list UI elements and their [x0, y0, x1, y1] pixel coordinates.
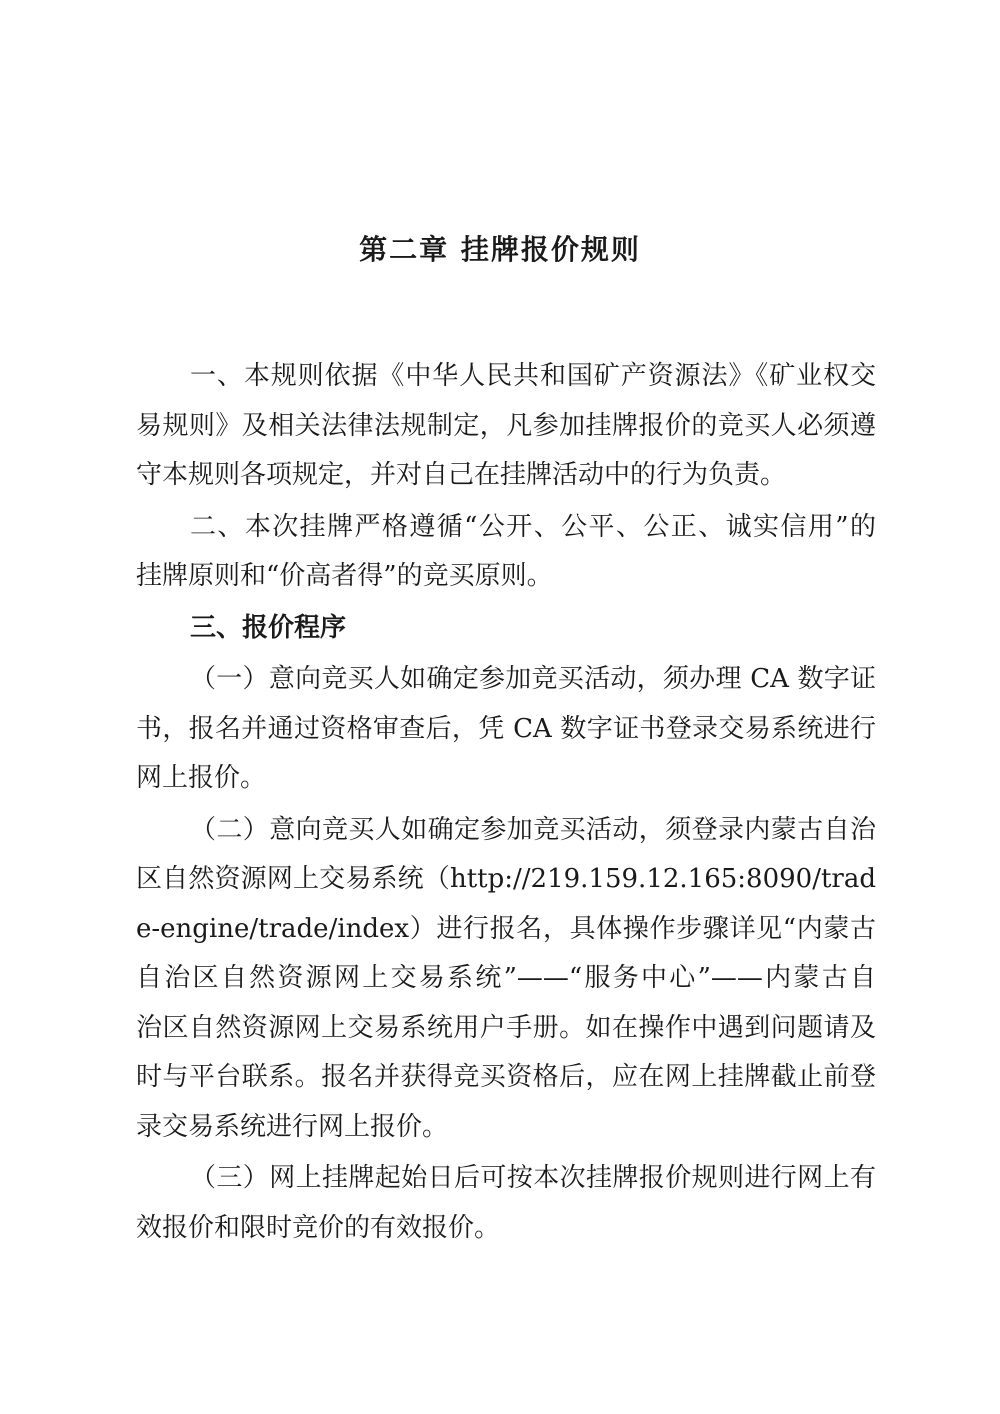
text-line-url: 区自然资源网上交易系统（http://219.159.12.165:8090/trad [136, 864, 876, 894]
paragraph-3 [136, 655, 876, 804]
paragraph-4 [136, 806, 876, 1153]
text-line: 挂牌原则和“价高者得”的竞买原则。 [136, 561, 553, 591]
heading-line: 三、报价程序 [190, 612, 347, 643]
section-heading [136, 604, 876, 654]
text-line: （三）网上挂牌起始日后可按本次挂牌报价规则进行网上有 [190, 1163, 876, 1193]
text-line: 易规则》及相关法律法规制定，凡参加挂牌报价的竞买人必须遵 [136, 410, 876, 441]
text-line: 网上报价。 [136, 763, 267, 793]
text-line: 二、本次挂牌严格遵循“公开、公平、公正、诚实信用”的 [190, 511, 876, 542]
text-line: 书，报名并通过资格审查后，凭 CA 数字证书登录交易系统进行 [136, 713, 876, 744]
text-line: （一）意向竞买人如确定参加竞买活动，须办理 CA 数字证 [190, 664, 876, 694]
document-body [136, 352, 876, 1255]
text-line: （二）意向竞买人如确定参加竞买活动，须登录内蒙古自治 [190, 814, 876, 845]
paragraph-1 [136, 352, 876, 501]
text-line: 录交易系统进行网上报价。 [136, 1111, 449, 1142]
text-line: 自治区自然资源网上交易系统”——“服务中心”——内蒙古自 [136, 963, 876, 993]
text-line: 守本规则各项规定，并对自己在挂牌活动中的行为负责。 [136, 460, 787, 490]
paragraph-2 [136, 503, 876, 602]
text-line: 效报价和限时竞价的有效报价。 [136, 1212, 501, 1243]
text-line: 时与平台联系。报名并获得竞买资格后，应在网上挂牌截止前登 [136, 1062, 876, 1092]
chapter-title: 第二章 挂牌报价规则 [359, 233, 641, 266]
paragraph-5 [136, 1154, 876, 1253]
text-line: 一、本规则依据《中华人民共和国矿产资源法》《矿业权交 [190, 361, 876, 391]
text-line: 治区自然资源网上交易系统用户手册。如在操作中遇到问题请及 [136, 1012, 876, 1043]
text-line-url: e-engine/trade/index）进行报名，具体操作步骤详见“内蒙古 [136, 913, 876, 944]
